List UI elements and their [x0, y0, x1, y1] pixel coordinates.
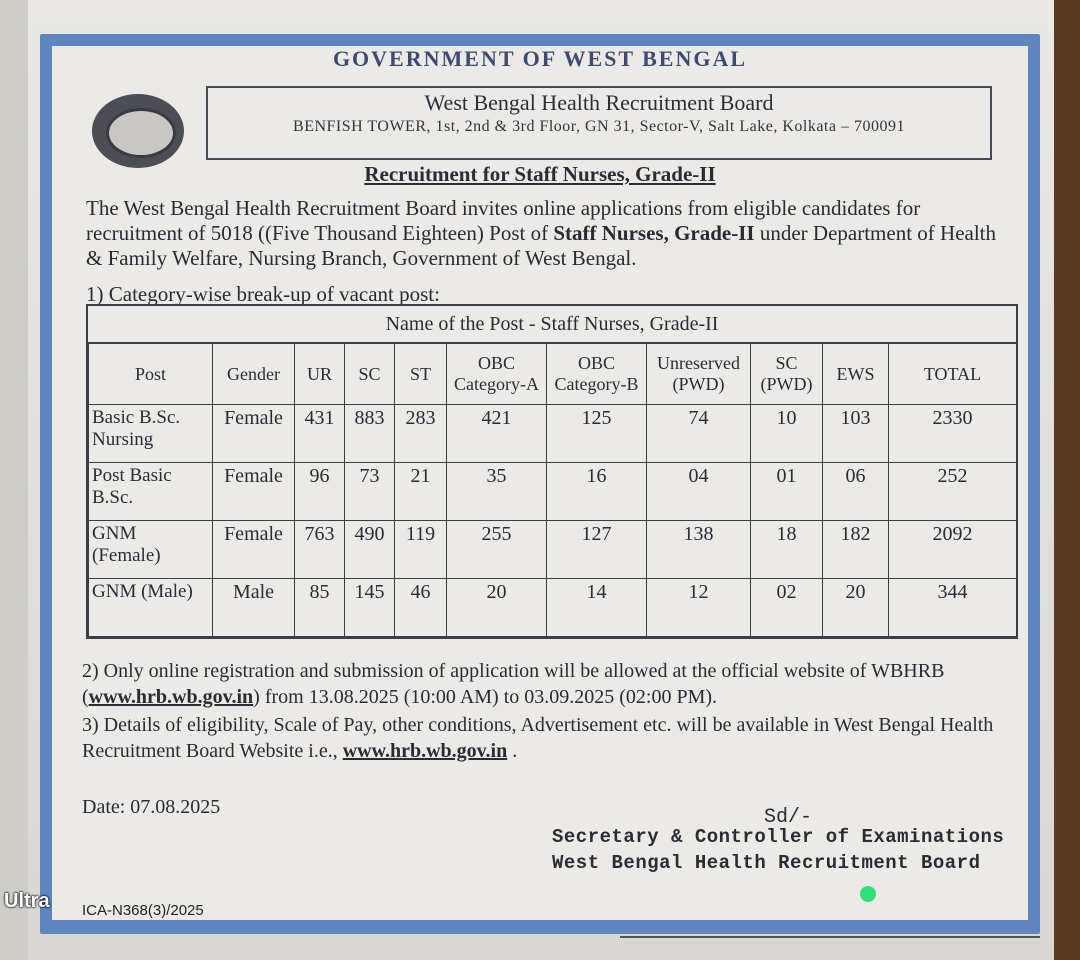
table-cell: 18 — [751, 521, 823, 579]
table-cell: 431 — [295, 405, 345, 463]
table-cell: 06 — [823, 463, 889, 521]
table-cell: GNM (Male) — [89, 579, 213, 637]
table-row — [89, 579, 1017, 637]
column-header: ST — [395, 344, 447, 405]
notice-date: Date: 07.08.2025 — [82, 796, 221, 818]
table-cell: 96 — [295, 463, 345, 521]
table-cell: GNM (Female) — [89, 521, 213, 579]
column-header: OBC Category-A — [447, 344, 547, 405]
table-cell: 02 — [751, 579, 823, 637]
table-cell: Basic B.Sc. Nursing — [89, 405, 213, 463]
table-cell: 01 — [751, 463, 823, 521]
bottom-rule — [620, 936, 1040, 938]
board-name: West Bengal Health Recruitment Board — [424, 90, 774, 115]
website-link[interactable]: www.hrb.wb.gov.in — [342, 740, 508, 762]
table-cell: 283 — [395, 405, 447, 463]
column-header: TOTAL — [889, 344, 1017, 405]
table-cell: 20 — [823, 579, 889, 637]
table-cell: 16 — [547, 463, 647, 521]
table-row — [89, 463, 1017, 521]
table-cell: 182 — [823, 521, 889, 579]
table-cell: 125 — [547, 405, 647, 463]
green-dot-icon — [860, 886, 876, 902]
table-cell: 103 — [823, 405, 889, 463]
table-cell: Male — [213, 579, 295, 637]
point-3-paragraph: 3) Details of eligibility, Scale of Pay, other conditions, Advertisement etc. will be available in West Bengal Health Recruitment Board Website i.e., www.hrb.wb.gov.in . — [82, 714, 994, 762]
table-cell: Female — [213, 521, 295, 579]
post-name-bold: Staff Nurses, Grade-II — [553, 221, 755, 245]
right-edge-shadow — [1054, 0, 1080, 960]
column-header: SC — [345, 344, 395, 405]
table-cell: 85 — [295, 579, 345, 637]
signatory-organisation: West Bengal Health Recruitment Board — [552, 852, 981, 874]
signatory-designation: Secretary & Controller of Examinations — [552, 826, 1005, 848]
table-cell: 763 — [295, 521, 345, 579]
column-header: SC (PWD) — [751, 344, 823, 405]
table-cell: 119 — [395, 521, 447, 579]
table-cell: Post Basic B.Sc. — [89, 463, 213, 521]
table-cell: 252 — [889, 463, 1017, 521]
table-cell: 10 — [751, 405, 823, 463]
table-cell: 2330 — [889, 405, 1017, 463]
vacancy-table — [86, 304, 1018, 639]
camera-watermark: Ultra — [4, 890, 50, 912]
column-header: EWS — [823, 344, 889, 405]
table-cell: 127 — [547, 521, 647, 579]
table-cell: Female — [213, 405, 295, 463]
table-cell: 421 — [447, 405, 547, 463]
table-cell: 883 — [345, 405, 395, 463]
table-cell: 12 — [647, 579, 751, 637]
board-address: BENFISH TOWER, 1st, 2nd & 3rd Floor, GN 31, Sector-V, Salt Lake, Kolkata – 700091 — [293, 118, 905, 135]
table-cell: 145 — [345, 579, 395, 637]
table-cell: 21 — [395, 463, 447, 521]
table-cell: 20 — [447, 579, 547, 637]
table-header-row — [89, 344, 1017, 405]
ica-reference-code: ICA-N368(3)/2025 — [82, 902, 204, 919]
table-cell: 255 — [447, 521, 547, 579]
point-1-heading: 1) Category-wise break-up of vacant post: — [86, 282, 440, 306]
board-header-box — [206, 86, 992, 160]
table-cell: 344 — [889, 579, 1017, 637]
table-row — [89, 521, 1017, 579]
table-cell: 04 — [647, 463, 751, 521]
table-cell: 14 — [547, 579, 647, 637]
column-header: Gender — [213, 344, 295, 405]
column-header: Unreserved (PWD) — [647, 344, 751, 405]
signature-sd: Sd/- — [764, 806, 813, 829]
table-cell: 490 — [345, 521, 395, 579]
table-cell: 73 — [345, 463, 395, 521]
recruitment-title: Recruitment for Staff Nurses, Grade-II — [364, 162, 716, 186]
table-cell: 2092 — [889, 521, 1017, 579]
table-row — [89, 405, 1017, 463]
table-cell: Female — [213, 463, 295, 521]
left-margin-strip — [0, 0, 28, 960]
table-caption: Name of the Post - Staff Nurses, Grade-II — [88, 306, 1016, 343]
table-cell: 46 — [395, 579, 447, 637]
column-header: Post — [89, 344, 213, 405]
intro-paragraph: The West Bengal Health Recruitment Board invites online applications from eligible candidates for recruitment of 5018 ((Five Thousand Eighteen) Post of Staff Nurses, Grade-II under Department of Health & Family Welfare, Nursing Branch, Government of West Bengal. — [86, 196, 997, 270]
website-link[interactable]: www.hrb.wb.gov.in — [88, 686, 254, 708]
point-2-paragraph: 2) Only online registration and submission of application will be allowed at the official website of WBHRB (www.hrb.wb.gov.in) from 13.08.2025 (10:00 AM) to 03.09.2025 (02:00 PM). — [82, 660, 945, 708]
column-header: UR — [295, 344, 345, 405]
table-cell: 138 — [647, 521, 751, 579]
column-header: OBC Category-B — [547, 344, 647, 405]
table-cell: 74 — [647, 405, 751, 463]
table-cell: 35 — [447, 463, 547, 521]
board-logo-icon — [92, 94, 184, 168]
government-title: GOVERNMENT OF WEST BENGAL — [332, 46, 748, 71]
